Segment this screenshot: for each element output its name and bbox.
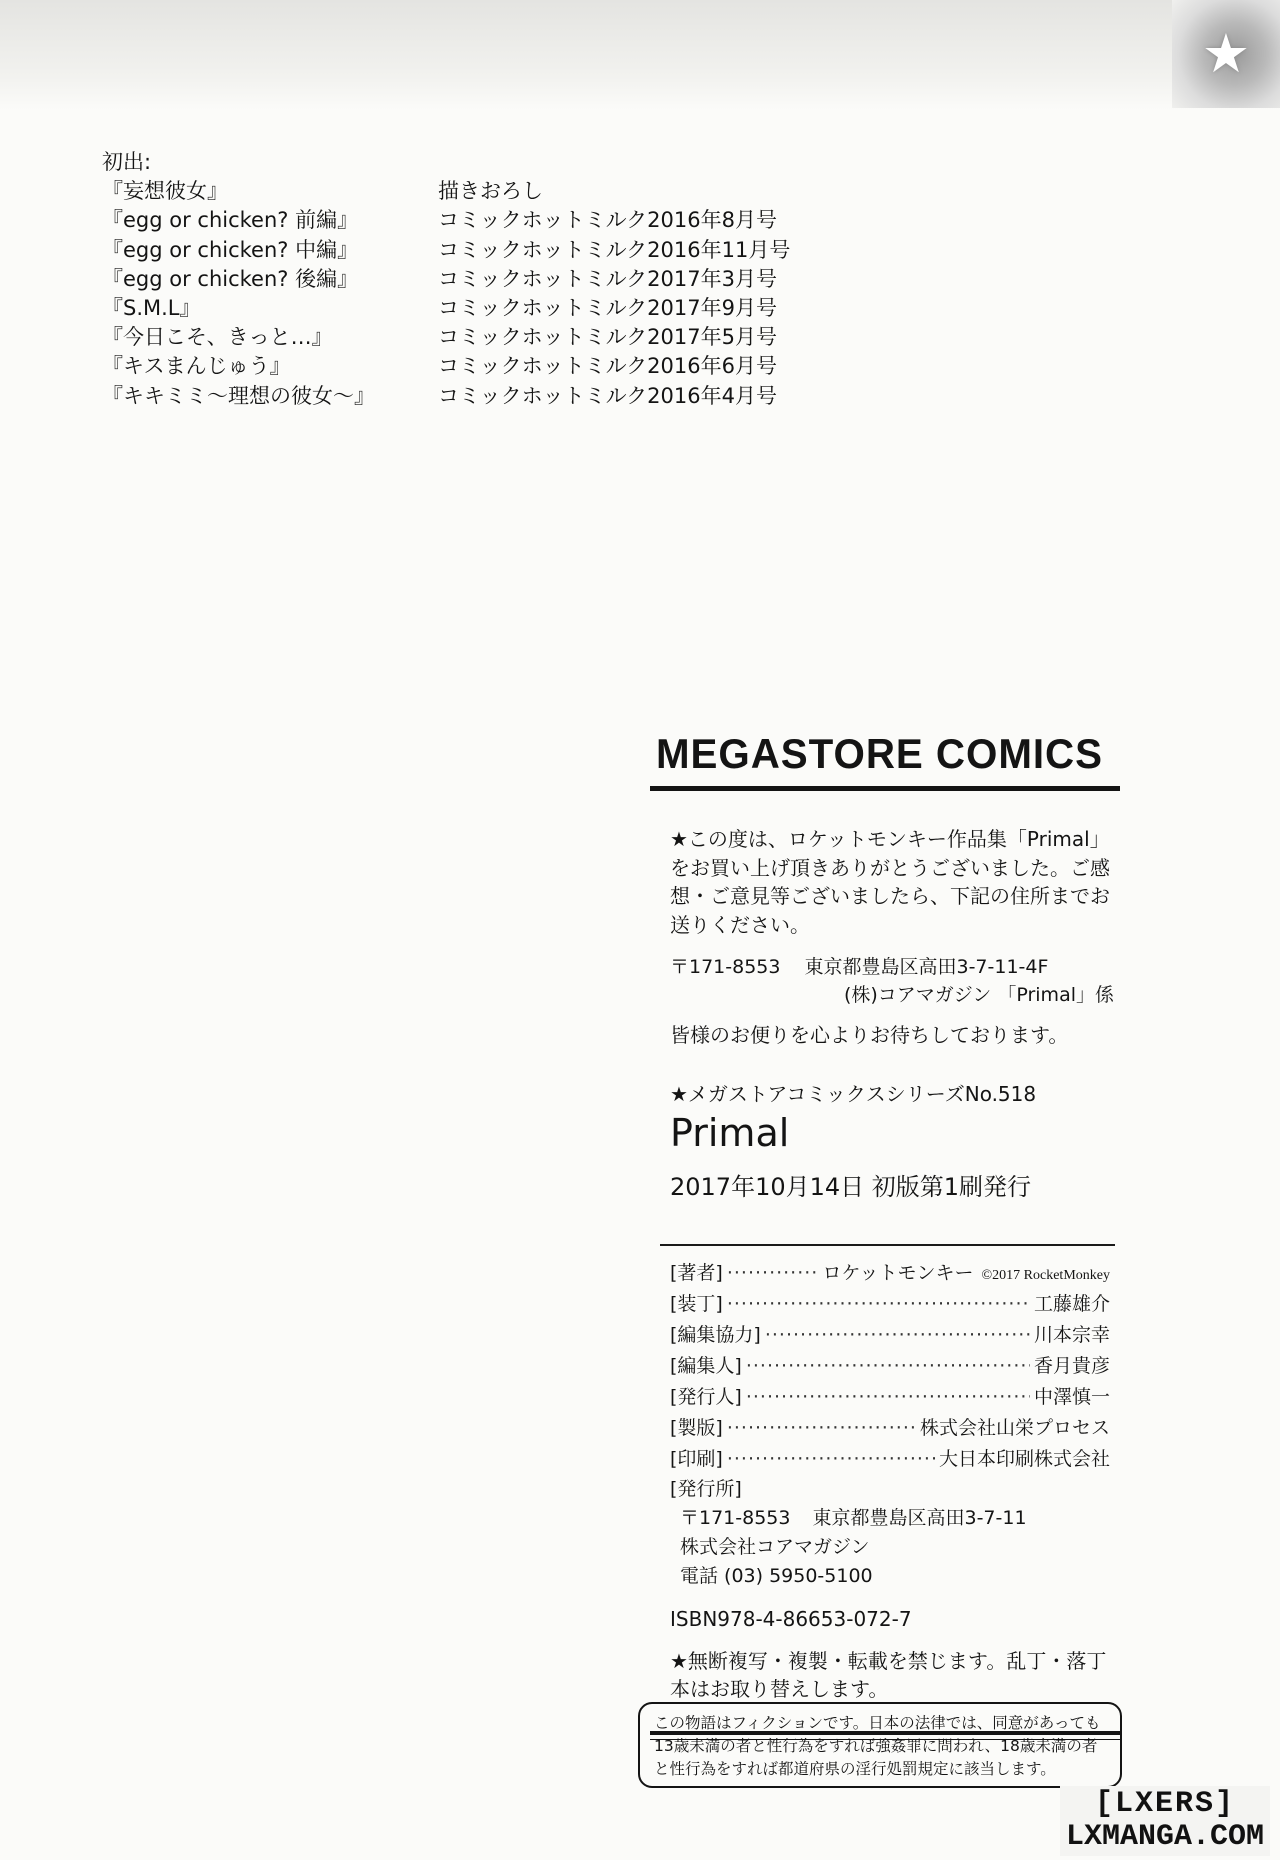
publisher-street: 東京都豊島区高田3-7-11: [812, 1507, 1027, 1529]
isbn: ISBN978-4-86653-072-7: [670, 1607, 912, 1631]
source-row: [102, 382, 790, 411]
publication: コミックホットミルク2016年11月号: [438, 237, 791, 262]
address-dept: (株)コアマガジン 「Primal」係: [843, 984, 1114, 1006]
work-title: 『キスまんじゅう』: [102, 354, 291, 379]
work-title: 『egg or chicken? 前編』: [102, 208, 359, 233]
brand-rule: [650, 786, 1120, 791]
watermark-line2: LXMANGA.COM: [1065, 1820, 1264, 1854]
credit-role: [編集協力]: [670, 1324, 761, 1346]
first-appearance-list: [102, 148, 790, 411]
credit-row: [670, 1258, 1110, 1289]
publication: コミックホットミルク2016年4月号: [438, 383, 777, 408]
publication: コミックホットミルク2017年3月号: [438, 266, 777, 291]
source-row: [102, 236, 790, 265]
separator-rule: [660, 1244, 1115, 1246]
work-title: 『egg or chicken? 後編』: [102, 266, 359, 291]
credit-role: [製版]: [670, 1417, 723, 1439]
credit-name: 香月貴彦: [1033, 1355, 1110, 1377]
publisher-label: [発行所]: [670, 1478, 742, 1500]
credit-row: [670, 1351, 1110, 1382]
publication: 描きおろし: [438, 179, 543, 204]
credit-row: [670, 1289, 1110, 1320]
publication: コミックホットミルク2017年5月号: [438, 325, 777, 350]
credit-row: [670, 1320, 1110, 1351]
thanks-message: ★この度は、ロケットモンキー作品集「Primal」をお買い上げ頂きありがとうございました。ご感想・ご意見等ございましたら、下記の住所までお送りください。: [670, 827, 1110, 937]
top-scan-band: [0, 0, 1280, 110]
credit-role: [著者]: [670, 1262, 723, 1284]
credit-name: 川本宗幸: [1033, 1324, 1110, 1346]
credits-list: [670, 1258, 1110, 1591]
publisher-postal: 〒171-8553: [680, 1507, 791, 1529]
publisher-phone: 電話 (03) 5950-5100: [680, 1565, 873, 1587]
credit-row: [670, 1382, 1110, 1413]
credit-name: 工藤雄介: [1033, 1293, 1110, 1315]
credit-role: [編集人]: [670, 1355, 742, 1377]
work-title: 『キキミミ～理想の彼女～』: [102, 383, 375, 408]
colophon: [650, 730, 1120, 1740]
book-title: Primal: [670, 1111, 790, 1155]
publisher-company: 株式会社コアマガジン: [680, 1536, 870, 1558]
first-appearance-heading: 初出:: [102, 150, 152, 174]
mailing-address: [670, 953, 1120, 1009]
source-row: [102, 294, 790, 323]
credit-row: [670, 1444, 1110, 1475]
source-row: [102, 206, 790, 235]
source-row: [102, 323, 790, 352]
credit-name: 中澤慎一: [1033, 1386, 1110, 1408]
star-logo-icon: ★: [1172, 0, 1280, 108]
work-title: 『S.M.L』: [102, 296, 201, 321]
address-postal: 〒171-8553: [670, 956, 781, 978]
series-number: ★メガストアコミックスシリーズNo.518: [670, 1082, 1037, 1106]
fiction-notice: この物語はフィクションです。日本の法律では、同意があっても13歳未満の者と性行為をすれば強姦罪に問われ、18歳未満の者と性行為をすれば都道府県の淫行処罰規定に該当します。: [638, 1702, 1122, 1788]
credit-role: [印刷]: [670, 1448, 723, 1470]
credit-name: ロケットモンキー: [822, 1262, 974, 1284]
credit-role: [発行人]: [670, 1386, 742, 1408]
credit-role: [装丁]: [670, 1293, 723, 1315]
site-watermark: [1060, 1786, 1270, 1856]
credit-row: [670, 1413, 1110, 1444]
await-message: 皆様のお便りを心よりお待ちしております。: [670, 1023, 1069, 1047]
publication: コミックホットミルク2017年9月号: [438, 296, 777, 321]
publication-date: 2017年10月14日 初版第1刷発行: [670, 1173, 1032, 1201]
copy-notice: ★無断複写・複製・転載を禁じます。乱丁・落丁本はお取り替えします。: [670, 1649, 1107, 1701]
address-street: 東京都豊島区高田3-7-11-4F: [804, 956, 1049, 978]
brand-title: MEGASTORE COMICS: [656, 730, 1103, 777]
publication: コミックホットミルク2016年6月号: [438, 354, 777, 379]
source-row: [102, 352, 790, 381]
credit-name: 大日本印刷株式会社: [938, 1448, 1110, 1470]
publisher-info: [670, 1475, 1110, 1591]
publication: コミックホットミルク2016年8月号: [438, 208, 777, 233]
credit-name: 株式会社山栄プロセス: [919, 1417, 1110, 1439]
watermark-line1: [LXERS]: [1094, 1787, 1235, 1821]
work-title: 『egg or chicken? 中編』: [102, 237, 359, 262]
source-row: [102, 265, 790, 294]
copyright: ©2017 RocketMonkey: [981, 1268, 1110, 1283]
work-title: 『今日こそ、きっと…』: [102, 325, 333, 350]
source-row: [102, 177, 790, 206]
work-title: 『妄想彼女』: [102, 179, 228, 204]
